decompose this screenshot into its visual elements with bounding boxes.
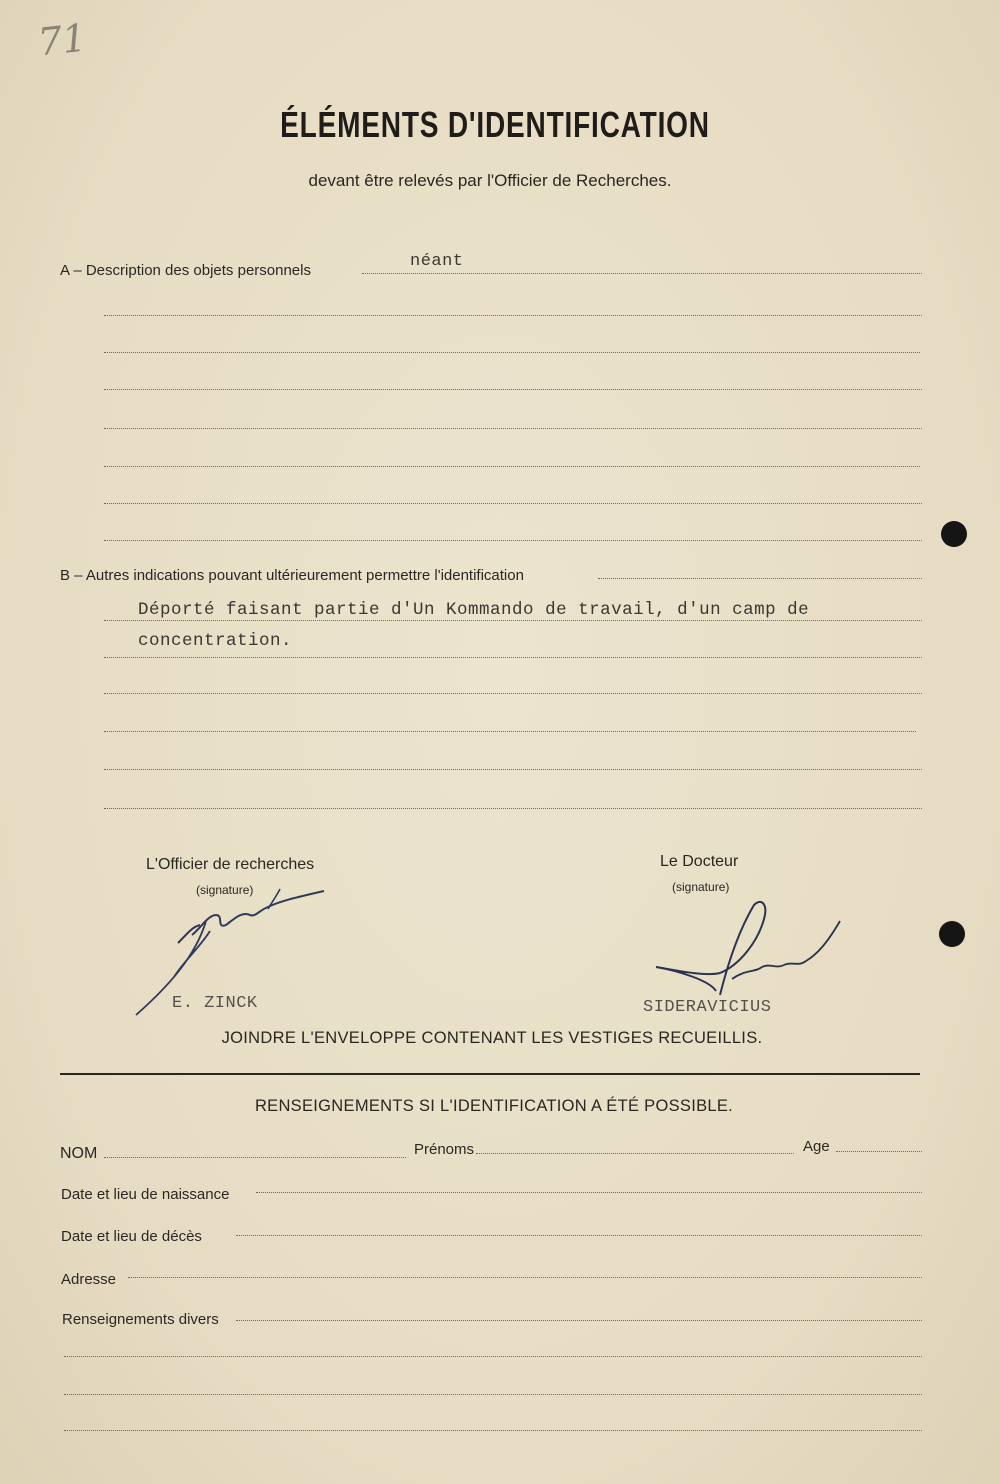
- section-a-line-3: [104, 352, 920, 353]
- section-a-line-2: [104, 315, 922, 316]
- divers-label: Renseignements divers: [62, 1311, 219, 1328]
- section-a-line-4: [104, 389, 922, 390]
- section-b-value-line-1: Déporté faisant partie d'Un Kommando de travail, d'un camp de: [138, 600, 810, 620]
- identification-heading: RENSEIGNEMENTS SI L'IDENTIFICATION A ÉTÉ POSSIBLE.: [254, 1097, 734, 1115]
- section-a-line-7: [104, 503, 922, 504]
- section-b-line-4: [104, 731, 916, 732]
- deces-line: [236, 1235, 922, 1236]
- section-b-label: B – Autres indications pouvant ultérieurement permettre l'identification: [60, 567, 524, 584]
- punch-hole-lower: [939, 921, 965, 947]
- officer-typed-name: E. ZINCK: [172, 994, 258, 1013]
- section-b-value-line-2: concentration.: [138, 631, 293, 651]
- prenoms-label: Prénoms: [414, 1141, 475, 1158]
- naissance-label: Date et lieu de naissance: [61, 1186, 230, 1203]
- section-b-line-5: [104, 769, 922, 770]
- divers-line-3: [64, 1394, 922, 1395]
- section-a-value: néant: [410, 252, 464, 271]
- nom-label: NOM: [60, 1145, 98, 1162]
- deces-label: Date et lieu de décès: [61, 1228, 202, 1245]
- adresse-label: Adresse: [61, 1271, 117, 1288]
- divers-line-4: [64, 1430, 922, 1431]
- section-b-line-0: [598, 578, 922, 579]
- section-a-label: A – Description des objets personnels: [60, 262, 311, 279]
- divers-line-1: [236, 1320, 922, 1321]
- doctor-handwritten-signature: [650, 895, 850, 1015]
- age-line: [836, 1151, 922, 1152]
- section-b-line-1: [104, 620, 922, 621]
- naissance-line: [256, 1192, 922, 1193]
- section-b-line-2: [104, 657, 922, 658]
- page-title: ÉLÉMENTS D'IDENTIFICATION: [280, 104, 710, 145]
- divers-line-2: [64, 1356, 922, 1357]
- doctor-typed-name: SIDERAVICIUS: [643, 998, 772, 1017]
- prenoms-line: [476, 1153, 794, 1154]
- nom-line: [104, 1157, 406, 1158]
- doctor-title: Le Docteur: [660, 853, 739, 870]
- officer-title: L'Officier de recherches: [146, 856, 315, 873]
- section-a-line-6: [104, 466, 920, 467]
- adresse-line: [128, 1277, 922, 1278]
- officer-signature-note: (signature): [196, 883, 254, 897]
- page-subtitle: devant être relevés par l'Officier de Recherches.: [308, 171, 672, 190]
- section-divider: [60, 1073, 920, 1075]
- envelope-instruction: JOINDRE L'ENVELOPPE CONTENANT LES VESTIGES RECUEILLIS.: [221, 1029, 763, 1047]
- punch-hole-upper: [941, 521, 967, 547]
- age-label: Age: [803, 1138, 830, 1155]
- section-a-line-5: [104, 428, 922, 429]
- section-b-line-3: [104, 693, 922, 694]
- doctor-signature-note: (signature): [672, 880, 730, 894]
- section-b-line-6: [104, 808, 922, 809]
- section-a-line-1: [362, 273, 922, 274]
- corner-pencil-mark: 71: [35, 15, 89, 65]
- section-a-line-8: [104, 540, 922, 541]
